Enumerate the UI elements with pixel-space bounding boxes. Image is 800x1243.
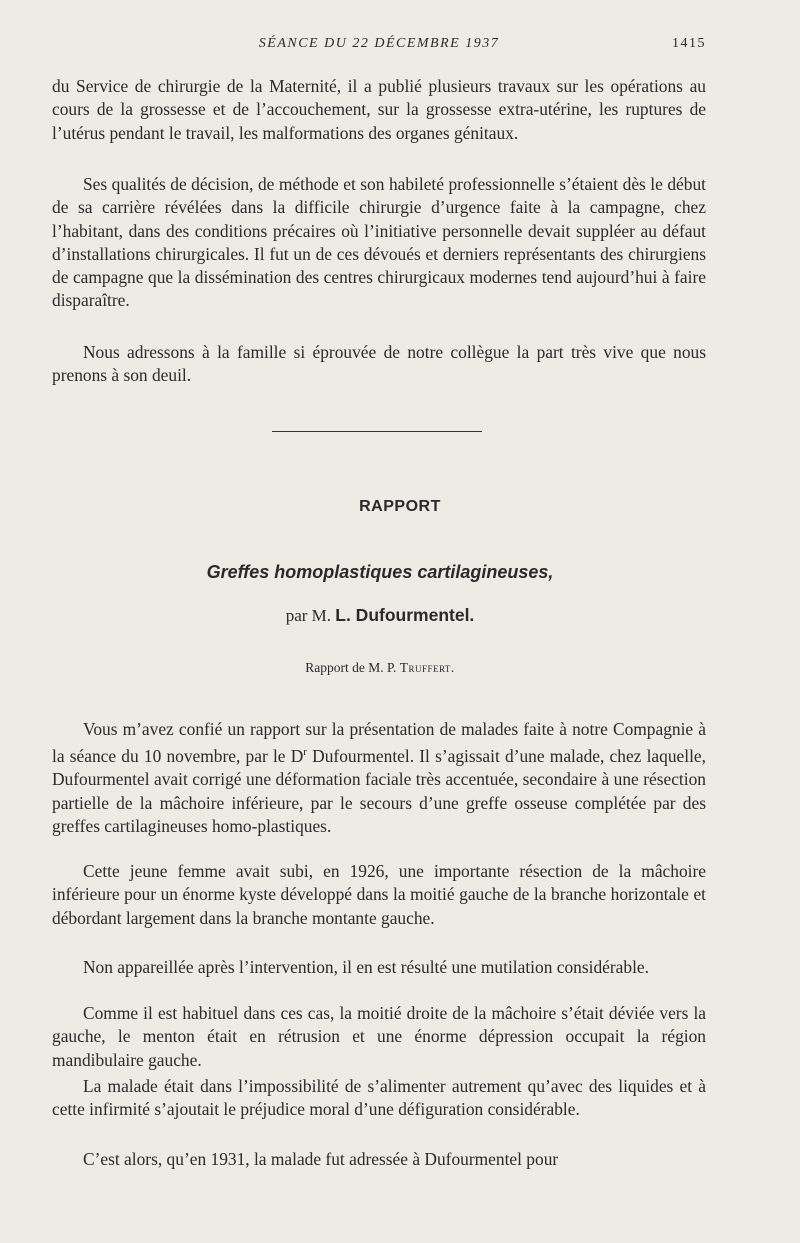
running-head — [52, 36, 706, 58]
reporter-prefix: Rapport de M. P. — [305, 660, 397, 675]
report-paragraph-3: Non appareillée après l’intervention, il en est résulté une mutilation considérable. — [83, 957, 649, 977]
reporter-line — [0, 660, 760, 676]
obituary-paragraph-2: Ses qualités de décision, de méthode et son habileté professionnelle s’étaient dès le début de sa carrière révélées dans la difficile chirurgie d’urgence faite à la campagne, chez l’habitant, dans des conditions précaires où l’initiative personnelle devait suppléer au défaut d’installations chirurgicales. Il fut un de ces dévoués et derniers représentants des chirurgiens de campagne que la dissémination des centres chirurgicaux modernes tend aujourd’hui à faire disparaître. — [52, 174, 706, 311]
report-paragraph-1-end: Dufourmentel. Il s’agissait d’une malade, chez laquelle, Dufourmentel avait corrigé une déformation faciale très accentuée, secondaire à une résection partielle de la mâchoire inférieure, par le secours d’une greffe osseuse complétée par des greffes cartilagineuses homo-plastiques. — [52, 746, 706, 836]
author-name: L. Dufourmentel. — [335, 605, 475, 625]
running-title: SÉANCE DU 22 DÉCEMBRE 1937 — [258, 36, 500, 51]
obituary-paragraph-3: Nous adressons à la famille si éprouvée de notre collègue la part très vive que nous prenons à son deuil. — [52, 342, 706, 386]
report-paragraph-2: Cette jeune femme avait subi, en 1926, une importante résection de la mâchoire inférieure pour un énorme kyste développé dans la moitié gauche de la branche horizontale et débordant largement dans la branche montante gauche. — [52, 861, 706, 928]
doctor-superscript: r — [303, 746, 307, 759]
page-number: 1415 — [672, 36, 706, 51]
section-heading: RAPPORT — [359, 498, 441, 515]
obituary-paragraph-1: du Service de chirurgie de la Maternité, il a publié plusieurs travaux sur les opérations au cours de la grossesse et de l’accouchement, sur la grossesse extra-utérine, les ruptures de l’utérus pendant le travail, les malformations des organes génitaux. — [52, 76, 706, 143]
report-paragraph-1-start: Vous m’avez confié un rapport sur la présentation de malades faite à notre Compagnie à la séance du 10 novembre, par le D — [52, 719, 706, 767]
article-title: Greffes homoplastiques cartilagineuses, — [206, 562, 554, 582]
author-prefix: par M. — [285, 606, 332, 625]
report-paragraph-5: La malade était dans l’impossibilité de s’alimenter autrement qu’avec des liquides et à cette infirmité s’ajoutait le préjudice moral d’une défiguration considérable. — [52, 1076, 706, 1120]
section-divider — [272, 431, 482, 432]
report-paragraph-4: Comme il est habituel dans ces cas, la moitié droite de la mâchoire s’était déviée vers la gauche, le menton était en rétrusion et une énorme dépression occupait la région mandibulaire gauche. — [52, 1003, 706, 1070]
reporter-name: Truffert. — [399, 660, 455, 675]
report-paragraph-1 — [52, 718, 706, 838]
author-line — [0, 605, 760, 626]
report-paragraph-6: C’est alors, qu’en 1931, la malade fut adressée à Dufourmentel pour — [83, 1149, 559, 1169]
